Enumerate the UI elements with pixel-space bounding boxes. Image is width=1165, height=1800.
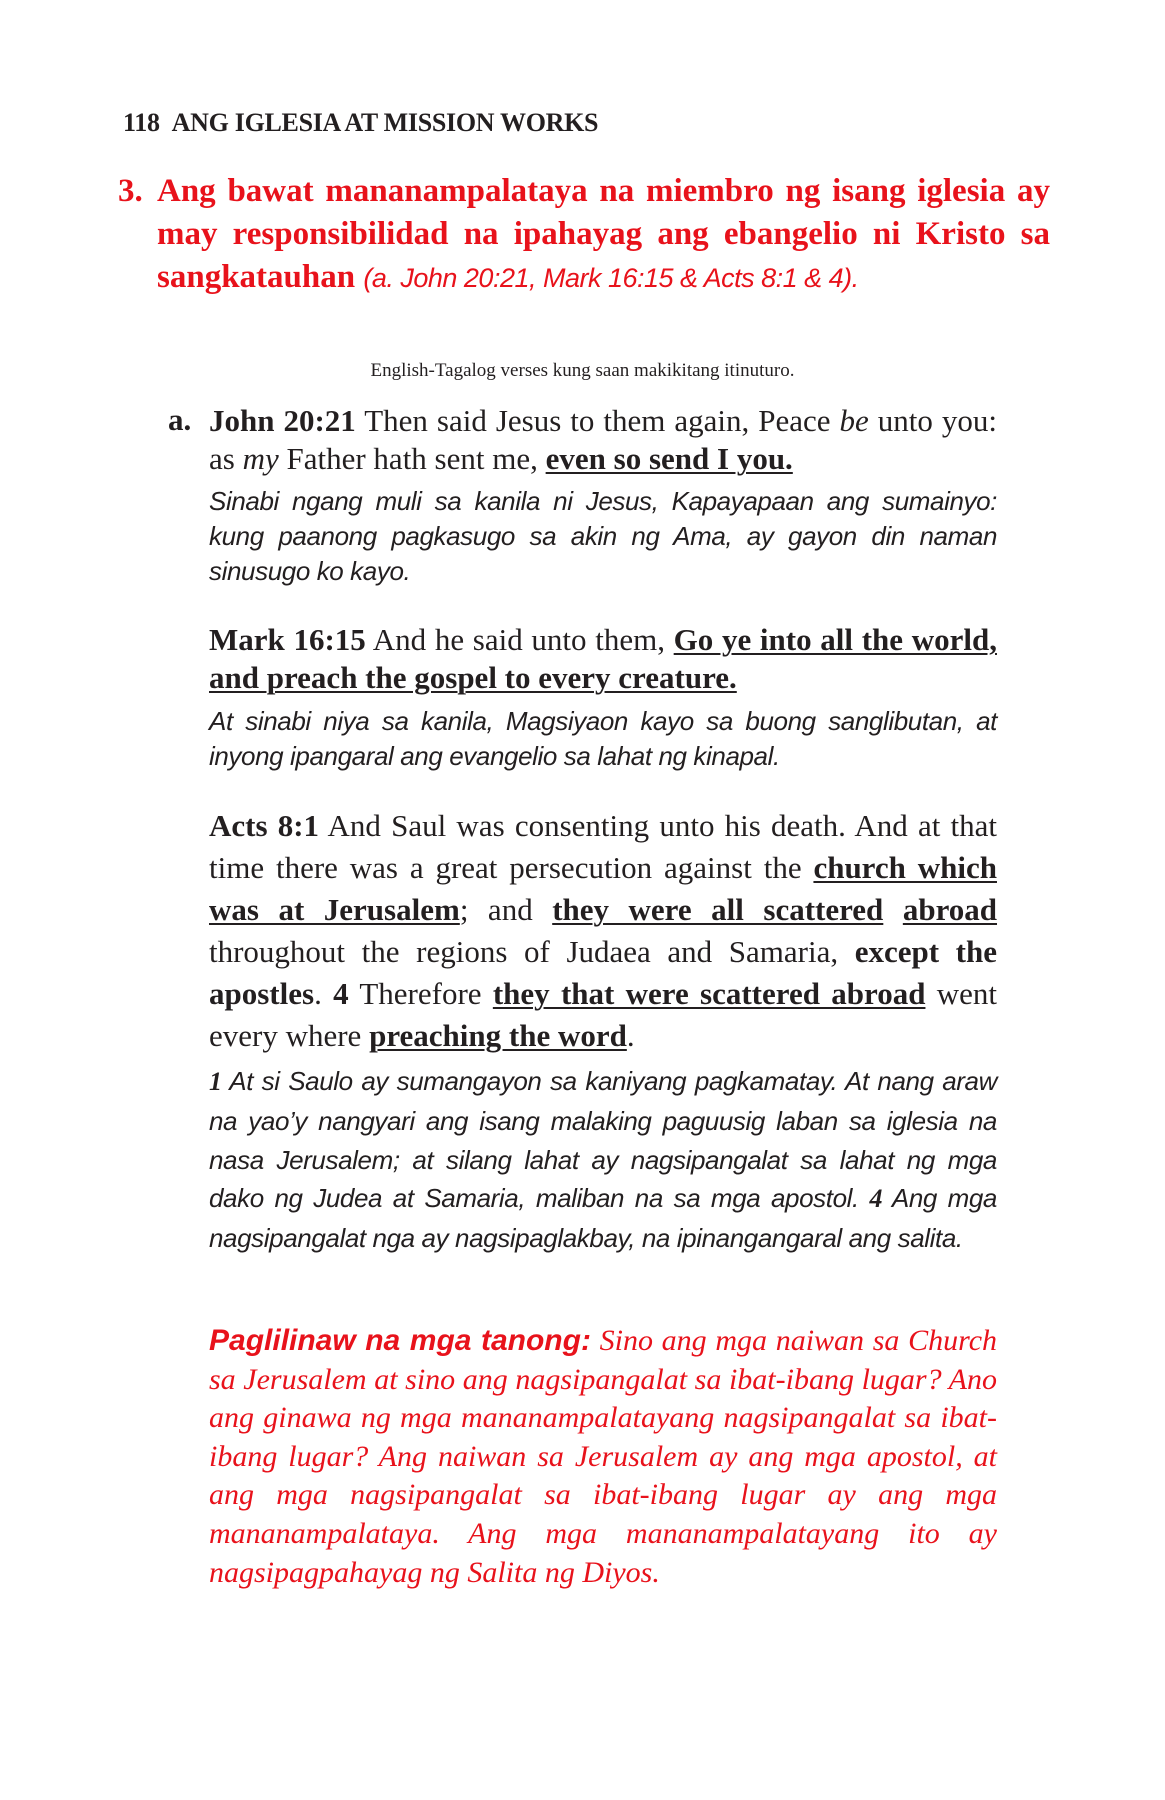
clarify-text: Sino ang mga naiwan sa Church sa Jerusalem at sino ang nagsipangalat sa ibat-ibang lugar? Ano ang ginawa ng mga mananampalatayang nagsipangalat sa ibat-ibang lugar? Ang naiwan sa Jerusalem ay ang mga apostol, at ang mga nagsipangalat sa ibat-ibang lugar ay ang mga mananampalataya. Ang mga mananampalatayang ito ay nagsipagpahayag ng Salita ng Diyos. [209,1324,998,1589]
clarify-label: Paglilinaw na mga tanong: [209,1324,591,1357]
verse-emphasis: abroad [902,892,998,927]
verse-emphasis: even so send I you. [545,441,793,476]
verse-number: 4 [333,976,349,1011]
verse-text: be [839,403,869,438]
verse-number: 4 [869,1184,883,1214]
verse-number: 1 [209,1067,222,1096]
verse-mark [209,621,997,697]
verse-emphasis: they that were scattered abroad [492,976,926,1011]
verse-emphasis: Go ye into all the world, and preach the gospel to every creature. [209,622,997,695]
verse-text: throughout the regions of Judaea and Samaria, [209,934,855,969]
verse-text: . [626,1018,635,1053]
verse-text: went every where [209,976,998,1053]
verse-text: And he said unto them, [365,622,674,657]
verse-text [883,892,903,927]
tagalog-text: At si Saulo ay sumangayon sa kaniyang pagkamatay. At nang araw na yao’y nangyari ang isang malaking paguusig laban sa iglesia na nasa Jerusalem; at silang lahat ay nagsipangalat sa lahat ng mga dako ng Judea at Samaria, maliban na sa mga apostol. [209,1066,997,1214]
verse-ref: Acts 8:1 [209,808,320,843]
verse-ref: Mark 16:15 [209,622,366,657]
verse-emphasis: church which was at Jerusalem [209,850,997,927]
point-reference: (a. John 20:21, Mark 16:15 & Acts 8:1 & 4). [363,263,859,293]
tagalog-acts [209,1062,997,1258]
verse-emphasis: preaching the word [369,1018,627,1053]
verse-acts [209,805,997,1057]
verse-emphasis: they were all scattered [552,892,884,927]
clarifying-questions [209,1322,997,1592]
verse-text: Therefore [348,976,493,1011]
point-text: Ang bawat mananampalataya na miembro ng isang iglesia ay may responsibilidad na ipahayag ang ebangelio ni Kristo sa sangkatauhan [157,173,1050,295]
caption: English-Tagalog verses kung saan makikitang itinuturo. [370,360,795,381]
sub-letter: a. [168,402,192,437]
point-3 [118,170,1050,300]
point-number: 3. [118,173,143,209]
verse-text: my [242,441,279,476]
verse-text: . [314,976,334,1011]
chapter-title: ANG IGLESIA AT MISSION WORKS [171,108,599,137]
tagalog-text: Ang mga nagsipangalat nga ay nagsipaglakbay, na ipinangangaral ang salita. [209,1183,997,1254]
verse-text: And Saul was consenting unto his death. And at that time there was a great persecution against the [209,808,998,885]
verse-john [209,402,997,478]
verse-text: unto you: as [209,403,997,476]
verse-text: Then said Jesus to them again, Peace [355,403,840,438]
verse-ref: John 20:21 [209,403,356,438]
verse-text: ; and [459,892,553,927]
running-header [123,108,598,138]
tagalog-mark: At sinabi niya sa kanila, Magsiyaon kayo sa buong sanglibutan, at inyong ipangaral ang evangelio sa lahat ng kinapal. [209,706,997,771]
tagalog-john: Sinabi ngang muli sa kanila ni Jesus, Kapayapaan ang sumainyo: kung paanong pagkasugo sa akin ng Ama, ay gayon din naman sinusugo ko kayo. [209,486,997,586]
verse-bold: except the apostles [209,934,997,1011]
page-number: 118 [123,108,160,137]
verse-text: Father hath sent me, [278,441,546,476]
